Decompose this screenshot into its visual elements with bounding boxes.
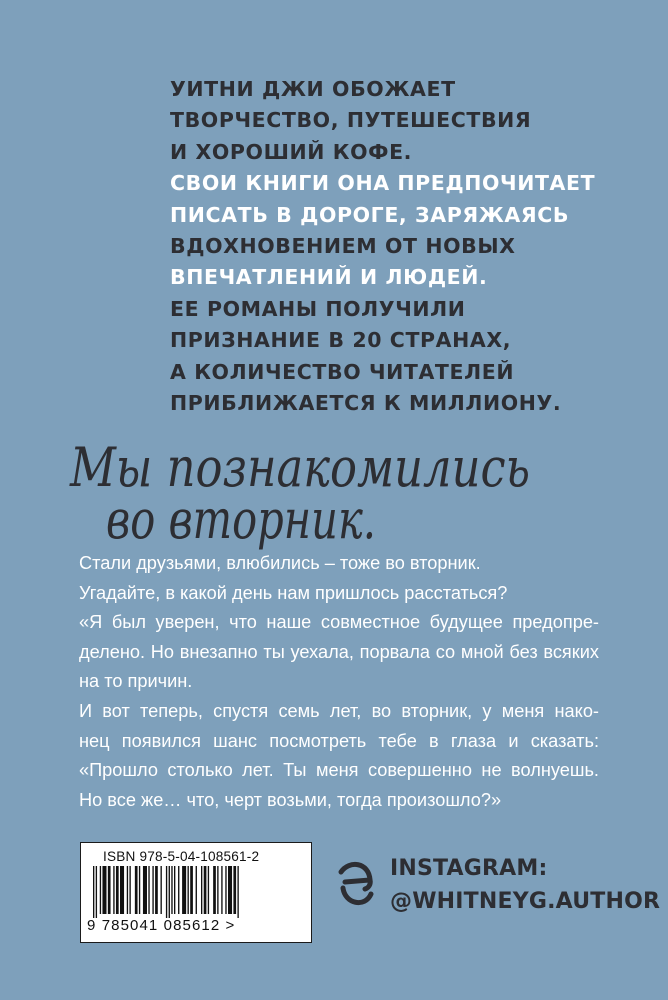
barcode-bar bbox=[174, 866, 175, 914]
barcode-bar bbox=[178, 866, 179, 914]
eksmo-logo-icon bbox=[335, 858, 375, 915]
blurb-line: И вот теперь, спустя семь лет, во вторник, у меня нако- bbox=[79, 700, 599, 721]
tagline-line-2: во вторник. bbox=[106, 488, 376, 551]
book-blurb bbox=[79, 549, 599, 815]
barcode-bar bbox=[135, 866, 138, 914]
barcode-bar bbox=[201, 866, 202, 914]
blurb-line: Но все же… что, черт возьми, тогда произошло?» bbox=[79, 789, 502, 810]
barcode-bar bbox=[233, 866, 236, 914]
barcode-bar bbox=[196, 866, 197, 914]
barcode-bar bbox=[225, 866, 226, 914]
barcode-bar bbox=[102, 866, 106, 914]
author-bio-line: ВДОХНОВЕНИЕМ ОТ НОВЫХ bbox=[170, 234, 516, 259]
barcode-bar bbox=[237, 866, 238, 918]
ean-digits: 9 785041 085612 > bbox=[87, 917, 236, 934]
isbn-label: ISBN 978-5-04-108561-2 bbox=[103, 849, 260, 864]
tagline-line-1: Мы познакомились bbox=[69, 436, 530, 499]
blurb-line: делено. Но внезапно ты уехала, порвала со мной без всяких bbox=[79, 641, 599, 662]
barcode-bar bbox=[155, 866, 158, 914]
barcode-bar bbox=[120, 866, 124, 914]
author-bio-line: ПРИБЛИЖАЕТСЯ К МИЛЛИОНУ. bbox=[170, 391, 562, 416]
barcode-bar bbox=[116, 866, 119, 914]
isbn-barcode bbox=[80, 842, 312, 943]
barcode-bar bbox=[190, 866, 193, 914]
blurb-line: «Я был уверен, что наше совместное будущее предопре- bbox=[79, 612, 599, 633]
barcode-bar bbox=[100, 866, 101, 914]
barcode-bar bbox=[143, 866, 147, 914]
instagram-handle: @WHITNEYG.AUTHOR bbox=[390, 889, 661, 914]
barcode-bar bbox=[96, 866, 97, 918]
barcode-bar bbox=[127, 866, 128, 914]
barcode-bar bbox=[129, 866, 130, 914]
barcode-bar bbox=[139, 866, 140, 914]
barcode-bar bbox=[182, 866, 186, 914]
barcode-bar bbox=[169, 866, 170, 918]
blurb-line: на то причин. bbox=[79, 671, 193, 692]
author-bio-line: УИТНИ ДЖИ ОБОЖАЕТ bbox=[170, 77, 456, 101]
barcode-bar bbox=[108, 866, 111, 914]
author-bio-line: ПРИЗНАНИЕ В 20 СТРАНАХ, bbox=[170, 328, 512, 353]
barcode-bar bbox=[171, 866, 172, 914]
blurb-line: нец появился шанс посмотреть тебе в глаза и сказать: bbox=[79, 730, 599, 751]
barcode-bar bbox=[204, 866, 207, 914]
barcode-bar bbox=[93, 866, 94, 918]
author-bio-line: ВПЕЧАТЛЕНИЙ И ЛЮДЕЙ. bbox=[170, 265, 488, 290]
tagline bbox=[68, 430, 608, 560]
author-bio-line: ПИСАТЬ В ДОРОГЕ, ЗАРЯЖАЯСЬ bbox=[170, 202, 570, 227]
instagram-block bbox=[390, 852, 660, 918]
barcode-bar bbox=[228, 866, 232, 914]
barcode-bar bbox=[221, 866, 222, 914]
barcode-bar bbox=[208, 866, 209, 914]
author-bio-line: И ХОРОШИЙ КОФЕ. bbox=[170, 139, 413, 164]
blurb-line: Стали друзьями, влюбились – тоже во вторник. bbox=[79, 553, 481, 573]
blurb-line: Угадайте, в какой день нам пришлось расстаться? bbox=[79, 582, 508, 603]
barcode-bar bbox=[217, 866, 218, 914]
tagline-svg bbox=[68, 430, 608, 560]
barcode-bar bbox=[166, 866, 167, 918]
author-bio-line: СВОИ КНИГИ ОНА ПРЕДПОЧИТАЕТ bbox=[170, 171, 596, 196]
barcode-bar bbox=[148, 866, 149, 914]
barcode-bar bbox=[113, 866, 114, 914]
instagram-label: INSTAGRAM: bbox=[390, 856, 548, 881]
barcode-bars bbox=[89, 866, 305, 918]
blurb-line: «Прошло столько лет. Ты меня совершенно не волнуешь. bbox=[79, 760, 599, 781]
barcode-bar bbox=[152, 866, 153, 914]
barcode-bar bbox=[161, 866, 162, 914]
author-bio-line: А КОЛИЧЕСТВО ЧИТАТЕЛЕЙ bbox=[170, 359, 515, 384]
author-bio bbox=[170, 74, 630, 419]
barcode-bar bbox=[213, 866, 216, 914]
author-bio-line: ТВОРЧЕСТВО, ПУТЕШЕСТВИЯ bbox=[170, 108, 532, 133]
author-bio-line: ЕЕ РОМАНЫ ПОЛУЧИЛИ bbox=[170, 296, 466, 321]
barcode-bar bbox=[188, 866, 189, 914]
